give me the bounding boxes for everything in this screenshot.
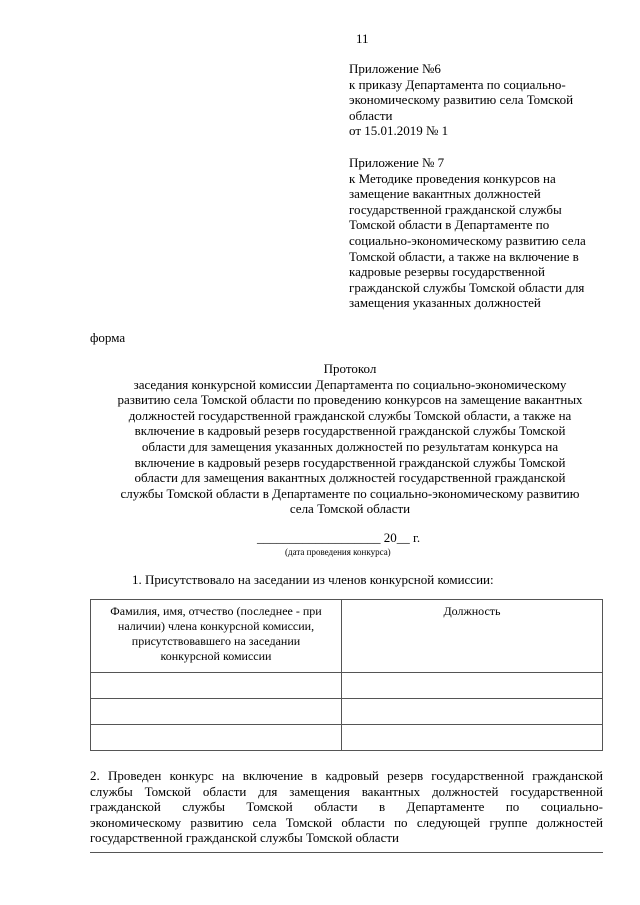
- appendix-7-line: Томской области, а также на включение в: [349, 248, 579, 264]
- date-caption: (дата проведения конкурса): [285, 547, 391, 557]
- protocol-line: включение в кадровый резерв государственной гражданской службы Томской: [134, 454, 566, 470]
- section-2-line: гражданской службы Томской области в Департаменте по социально-: [90, 799, 603, 815]
- table-header-row: [91, 600, 603, 673]
- date-line: ___________________ 20__ г.: [257, 530, 421, 545]
- header-full-name: [91, 600, 342, 673]
- appendix-7-line: к Методике проведения конкурсов на: [349, 170, 556, 186]
- appendix-7-line: кадровые резервы государственной: [349, 264, 546, 280]
- appendix-6-line: к приказу Департамента по социально-: [349, 76, 566, 92]
- header-full-name-line: присутствовавшего на заседании: [131, 634, 301, 648]
- protocol-line: развитию села Томской области по проведению конкурсов на замещение вакантных: [117, 392, 583, 408]
- appendix-7-line: гражданской службы Томской области для: [349, 279, 585, 295]
- table-row: [91, 725, 603, 751]
- table-row: [91, 699, 603, 725]
- protocol-line: включение в кадровый резерв государственной гражданской службы Томской: [134, 423, 566, 439]
- protocol-line: службы Томской области в Департаменте по социально-экономическому развитию: [120, 485, 580, 501]
- appendix-7-line: государственной гражданской службы: [349, 201, 562, 217]
- section-2-line: 2. Проведен конкурс на включение в кадровый резерв государственной гражданской: [90, 768, 603, 783]
- appendix-6-line: области: [349, 107, 393, 123]
- table-cell[interactable]: [91, 699, 342, 725]
- appendix-6-block: [349, 61, 614, 139]
- table-cell[interactable]: [342, 699, 603, 725]
- header-full-name-line: наличии) члена конкурсной комиссии,: [117, 619, 315, 633]
- appendix-6-line: экономическому развитию села Томской: [349, 92, 574, 108]
- table-cell[interactable]: [342, 725, 603, 751]
- section-1-text: 1. Присутствовало на заседании из членов конкурсной комиссии:: [132, 572, 494, 587]
- form-label: форма: [90, 330, 126, 345]
- protocol-heading: Протокол: [323, 361, 377, 376]
- section-2-text: [90, 768, 603, 846]
- appendix-7-line: Приложение № 7: [349, 155, 445, 170]
- protocol-line: заседания конкурсной комиссии Департамента по социально-экономическому: [133, 376, 567, 392]
- section-2-line: службы Томской области для замещения вакантных должностей государственной: [90, 783, 603, 799]
- table-cell[interactable]: [91, 673, 342, 699]
- header-full-name-line: конкурсной комиссии: [160, 649, 272, 663]
- appendix-7-line: замещения указанных должностей: [349, 295, 541, 311]
- protocol-line: области для замещения указанных должностей по результатам конкурса на: [141, 438, 559, 454]
- protocol-line: должностей государственной гражданской службы Томской области, а также на: [128, 407, 572, 423]
- fill-in-line: [90, 852, 603, 853]
- protocol-line: села Томской области: [289, 501, 411, 517]
- protocol-line: области для замещения вакантных должностей государственной гражданской: [134, 470, 566, 486]
- header-full-name-line: Фамилия, имя, отчество (последнее - при: [110, 604, 322, 618]
- protocol-title: [90, 361, 610, 517]
- members-table: [90, 599, 603, 751]
- page-number: 11: [356, 31, 369, 46]
- table-cell[interactable]: [91, 725, 342, 751]
- appendix-7-line: социально-экономическому развитию села: [349, 232, 586, 248]
- appendix-7-block: [349, 155, 614, 311]
- appendix-7-line: замещение вакантных должностей: [349, 186, 541, 202]
- section-2-line: экономическому развитию села Томской области по следующей группе должностей: [90, 814, 603, 830]
- table-cell[interactable]: [342, 673, 603, 699]
- appendix-7-line: Томской области в Департаменте по: [349, 217, 550, 233]
- table-row: [91, 673, 603, 699]
- appendix-6-line: Приложение №6: [349, 61, 441, 76]
- section-2-line: государственной гражданской службы Томской области: [90, 830, 399, 846]
- appendix-6-line: от 15.01.2019 № 1: [349, 123, 449, 139]
- header-position: Должность: [342, 600, 603, 673]
